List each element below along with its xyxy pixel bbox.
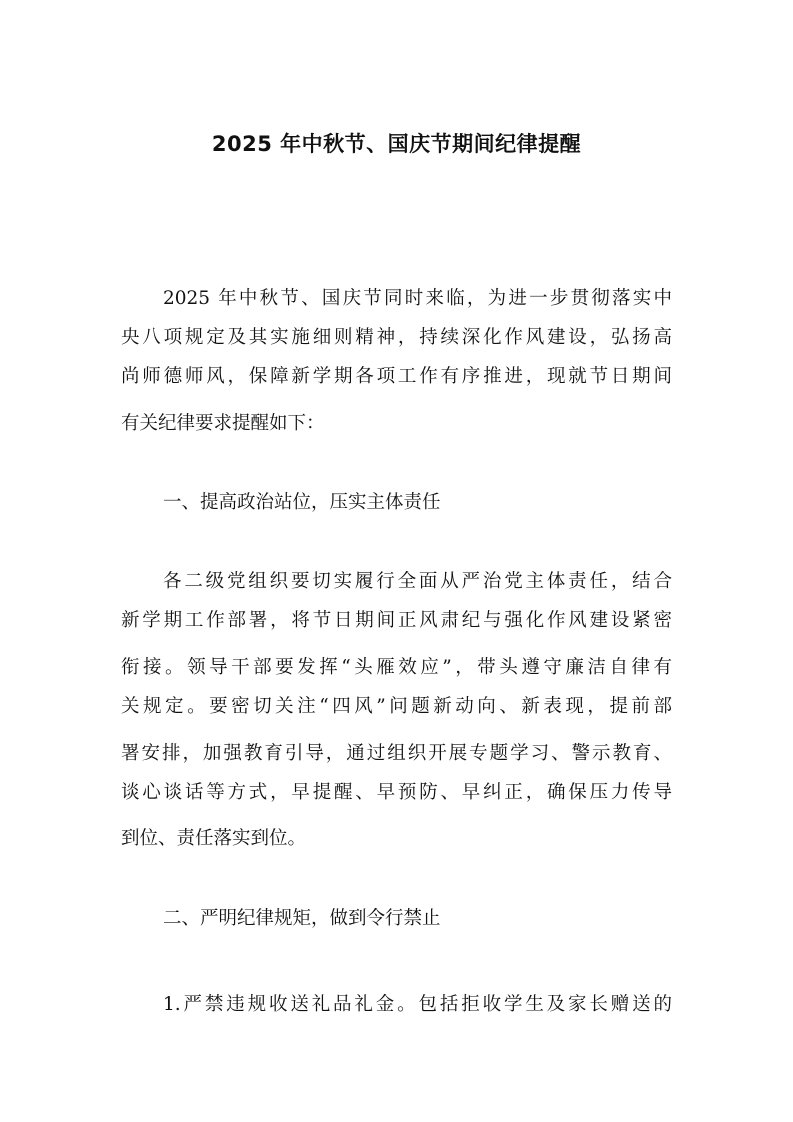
section1-line-6: 谈心谈话等方式，早提醒、早预防、早纠正，确保压力传导	[121, 782, 672, 803]
intro-line-1: 2025 年中秋节、国庆节同时来临，为进一步贯彻落实中	[163, 288, 672, 309]
document-title: 2025 年中秋节、国庆节期间纪律提醒	[211, 132, 582, 156]
section1-line-1: 各二级党组织要切实履行全面从严治党主体责任，结合	[163, 571, 672, 592]
section1-line-4: 关规定。要密切关注“四风”问题新动向、新表现，提前部	[121, 696, 672, 717]
intro-line-2: 央八项规定及其实施细则精神，持续深化作风建设，弘扬高	[121, 327, 672, 348]
section1-line-7: 到位、责任落实到位。	[121, 828, 307, 849]
section1-heading: 一、提高政治站位，压实主体责任	[163, 492, 441, 513]
intro-line-4: 有关纪律要求提醒如下：	[121, 413, 325, 434]
section1-line-5: 署安排，加强教育引导，通过组织开展专题学习、警示教育、	[121, 743, 672, 764]
intro-line-3: 尚师德师风，保障新学期各项工作有序推进，现就节日期间	[121, 366, 672, 387]
section2-item-1: 1.严禁违规收送礼品礼金。包括拒收学生及家长赠送的	[163, 994, 672, 1015]
section1-line-3: 衔接。领导干部要发挥“头雁效应”，带头遵守廉洁自律有	[121, 657, 672, 678]
section1-line-2: 新学期工作部署，将节日期间正风肃纪与强化作风建设紧密	[121, 610, 672, 631]
section2-heading: 二、严明纪律规矩，做到令行禁止	[163, 908, 441, 929]
